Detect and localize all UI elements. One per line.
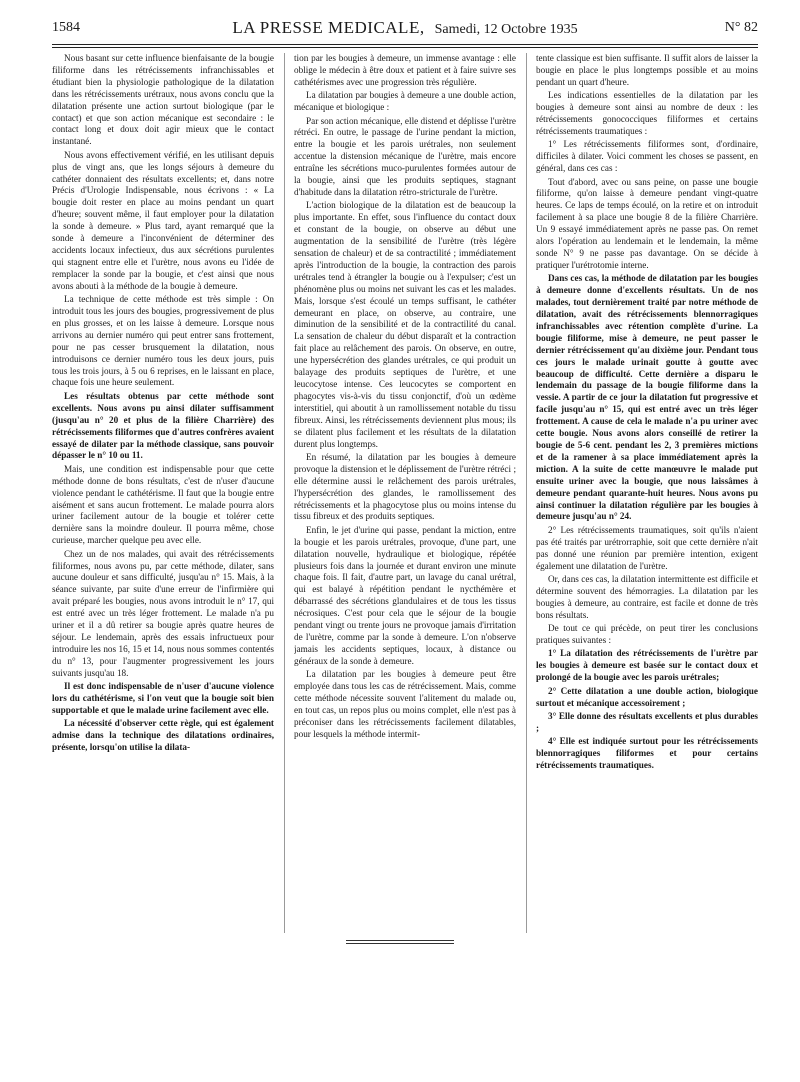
paragraph: Les résultats obtenus par cette méthode sont excellents. Nous avons pu ainsi dilater suffisamment (jusqu'au n° 20 et plus de la filière Charrière) des rétrécissements filiformes que d'autres confrères avaient essayé de dilater par la méthode classique, sans pouvoir dépasser le n° 10 ou 11. bbox=[52, 390, 274, 461]
end-of-article-rule-secondary bbox=[346, 943, 454, 944]
paragraph: Tout d'abord, avec ou sans peine, on passe une bougie filiforme, qu'on laisse à demeure pendant vingt-quatre heures. Ce laps de temps écoulé, on la retire et on introduit facilement à sa place une bougie 8 de la filière Charrière. Un 9 essayé immédiatement après ne passe pas. On remet alors l'opération au lendemain et le lendemain, la même sonde N° 9 ne passe pas davantage. On se décide à pratiquer l'urétrotomie interne. bbox=[536, 176, 758, 270]
paragraph: Nous basant sur cette influence bienfaisante de la bougie filiforme dans les rétrécissements infranchissables et étudiant bien la physiologie pathologique de la dilatation dans les rétrécissements urétraux, nous avons conclu que la dilatation présente une action surtout biologique (par le contact) et que son action mécanique est secondaire : le contact long et doux doit agir mieux que le contact instantané. bbox=[52, 53, 274, 147]
paragraph: La dilatation par les bougies à demeure peut être employée dans tous les cas de rétrécissement. Mais, comme cette méthode nécessite souvent l'alitement du malade ou, en tout cas, un repos plus ou moins complet, elle n'est pas à préconiser dans les rétrécissements facilement dilatables, pour lesquels la méthode intermit- bbox=[294, 669, 516, 739]
paragraph: Mais, une condition est indispensable pour que cette méthode donne de bons résultats, c'est de n'user d'aucune violence pendant le cathétérisme. Il faut que la bougie entre aisément et sans aucun frottement. Le malade pourra alors uriner facilement autour de la bougie et tolérer cette dernière sans la moindre douleur. Il pourra même, chose curieuse, marcher quelque peu avec elle. bbox=[52, 463, 274, 546]
paragraph: 3° Elle donne des résultats excellents et plus durables ; bbox=[536, 710, 758, 733]
paragraph: Les indications essentielles de la dilatation par les bougies à demeure sont ainsi au nombre de deux : les rétrécissements gonococciques filiformes et certains rétrécissements traumatiques : bbox=[536, 90, 758, 136]
paragraph: La nécessité d'observer cette règle, qui est également admise dans la technique des dilatations ordinaires, présente, lorsqu'on utilise la dilata- bbox=[52, 718, 274, 753]
paragraph: La technique de cette méthode est très simple : On introduit tous les jours des bougies, progressivement de plus en plus grosses, et on les laisse à demeure. Lorsque nous arrivons au dernier numéro qui peut entrer sans frottement, pour ne pas cesser brusquement la dilatation, nous introduisons ce dernier numéro tous les deux jours, puis tous les trois jours, à 5 ou 6 reprises, en le laissant en place, chaque fois une heure seulement. bbox=[52, 294, 274, 388]
paragraph: Par son action mécanique, elle distend et déplisse l'urètre rétréci. En outre, le passage de l'urine pendant la miction, entre la bougie et les parois urétrales, non seulement accentue la distension mécanique de l'urètre, mais encore entraîne les sécrétions muco-purulentes formées autour de la bougie, ainsi que les produits septiques, stagnant d'habitude dans la dilatation rétro-stricturale de l'urètre. bbox=[294, 115, 516, 197]
paragraph: De tout ce qui précède, on peut tirer les conclusions pratiques suivantes : bbox=[536, 623, 758, 645]
paragraph: La dilatation par bougies à demeure a une double action, mécanique et biologique : bbox=[294, 90, 516, 113]
paragraph: tente classique est bien suffisante. Il suffit alors de laisser la bougie en place le plus longtemps possible et au moins pendant un quart d'heure. bbox=[536, 53, 758, 87]
issue-number: N° 82 bbox=[724, 20, 758, 35]
header-rule bbox=[52, 44, 758, 45]
text-column-2 bbox=[294, 53, 516, 933]
text-column-1 bbox=[52, 53, 274, 933]
header-rule-secondary bbox=[52, 47, 758, 48]
end-of-article-rule bbox=[346, 940, 454, 941]
journal-title: LA PRESSE MEDICALE, bbox=[232, 18, 425, 37]
paragraph: 2° Les rétrécissements traumatiques, soit qu'ils n'aient pas été traités par urétrorraphie, soit que cette dernière n'ait pas donné une réunion par première intention, exigent également une dilatation de l'urètre. bbox=[536, 524, 758, 571]
issue-date: Samedi, 12 Octobre 1935 bbox=[434, 22, 578, 37]
paragraph: 1° Les rétrécissements filiformes sont, d'ordinaire, difficiles à dilater. Voici comment les choses se passent, en général, dans ces cas : bbox=[536, 139, 758, 174]
paragraph: Nous avons effectivement vérifié, en les utilisant depuis plus de vingt ans, que les longs séjours à demeure du cathéter donnaient des résultats excellents; et, dans notre Précis d'Urologie Indispensable, nous écrivons : « La bougie doit rester en place au moins pendant un quart d'heure; souvent même, il faut employer pour la dilatation la sonde à demeure. » Plus tard, ayant remarqué que la sonde à demeure a l'inconvénient de déterminer des accidents locaux infectieux, dus aux sécrétions purulentes qui stagnent entre elle et l'urètre, nous avons eu l'idée de remplacer la sonde par la bougie, et c'est ainsi que nous avons abouti à la méthode de la bougie à demeure. bbox=[52, 149, 274, 291]
article-body bbox=[52, 53, 758, 933]
paragraph: Or, dans ces cas, la dilatation intermittente est difficile et détermine souvent des hémorragies. La dilatation par les bougies à demeure, au contraire, est facile et donne de très bons résultats. bbox=[536, 573, 758, 620]
paragraph: 1° La dilatation des rétrécissements de l'urètre par les bougies à demeure est basée sur le contact doux et prolongé de la bougie avec les parois urétrales; bbox=[536, 648, 758, 683]
page-number: 1584 bbox=[52, 20, 80, 35]
paragraph: Dans ces cas, la méthode de dilatation par les bougies à demeure donne d'excellents résultats. Un de nos malades, tout dernièrement traité par notre méthode de dilatation, avait des rétrécissements blennorragiques infranchissables avec rétention complète d'urine. La bougie filiforme, mise à demeure, ne peut passer le dernier rétrécissement qu'au dixième jour. Pendant tous ces jours le malade urinait goutte à goutte avec beaucoup de difficulté. Cette dernière a disparu le lendemain du passage de la bougie filiforme dans la vessie. A partir de ce jour la dilatation fut progressive et facile jusqu'au n° 15, qui est entré avec un très léger frottement. A cause de cela le malade n'a pu uriner avec cette bougie. Nous avons alors conseillé de retirer la bougie de 5-6 cent. pendant les 2, 3 premières mictions et de la ramener à sa place immédiatement après la miction. A la suite de cette manœuvre le malade put ensuite uriner avec la bougie, que nous laissâmes à demeure pendant quarante-huit heures. Nous avons pu ainsi continuer la dilatation régulière par les bougies à demeure jusqu'au n° 24. bbox=[536, 273, 758, 522]
column-divider bbox=[284, 53, 285, 933]
paragraph: Enfin, le jet d'urine qui passe, pendant la miction, entre la bougie et les parois urétrales, provoque, d'une part, une dilatation nouvelle, hydraulique et biologique, répétée plusieurs fois dans la journée et durant environ une minute chaque fois. Il fait, d'autre part, un lavage du canal urétral, qui est balayé à répétition pendant le nycthémère et débarrassé des sécrétions glandulaires et de tous les tissus nécrosiques. C'est pour cela que le séjour de la bougie pendant vingt ou trente jours ne provoque jamais d'irritation de l'urètre, comme par la sonde à demeure. L'on n'observe jamais les accidents septiques, locaux, à distance ou généraux de la sonde à demeure. bbox=[294, 524, 516, 666]
paragraph: L'action biologique de la dilatation est de beaucoup la plus importante. En effet, sous l'influence du contact doux et constant de la bougie, on observe au début une augmentation de la sensibilité de l'urètre (très légère sensation de chaleur) et de sa contractilité ; immédiatement après l'introduction de la bougie, la contraction des parois urétrales tend à étrangler la bougie ou à l'expulser; c'est un phénomène plus ou moins net suivant les cas et les malades. Mais, lorsque s'est écoulé un temps suffisant, le cathéter demeurant en place, on observe, au contraire, une diminution de la sensibilité et de la contractilité du canal. La sensation de chaleur du début disparaît et la contraction fait place au relâchement des parois. On observe, en outre, une hypersécrétion des glandes urétrales, ce qui produit un balayage des produits septiques de l'urètre, et une leucocytose intense. Ces leucocytes se comportent en phagocytes vis-à-vis du tissu conjonctif, d'où un œdème interstitiel, qui aboutit à un ramollissement notable du tissu fibreux. Ainsi, les rétrécissements deviennent plus mous; ils se dilatent plus facilement et les résultats de la dilatation durent plus longtemps. bbox=[294, 200, 516, 449]
paragraph: Il est donc indispensable de n'user d'aucune violence lors du cathétérisme, si l'on veut que la bougie soit bien supportable et que le malade urine facilement avec elle. bbox=[52, 681, 274, 715]
paragraph: En résumé, la dilatation par les bougies à demeure provoque la distension et le déplissement de l'urètre rétréci ; elle détermine aussi le relâchement des parois urétrales, l'hypersécrétion des glandes, le ramollissement des rétrécissements et la phagocytose plus ou moins intense du tissu fibreux et des produits septiques. bbox=[294, 451, 516, 522]
paragraph: 4° Elle est indiquée surtout pour les rétrécissements blennorragiques filiformes et pour certains rétrécissements traumatiques. bbox=[536, 736, 758, 771]
paragraph: 2° Cette dilatation a une double action, biologique surtout et mécanique accessoirement ; bbox=[536, 685, 758, 708]
paragraph: Chez un de nos malades, qui avait des rétrécissements filiformes, nous avons pu, par cette méthode, dilater, sans aucune douleur et sans difficulté, jusqu'au n° 15. Mais, à la séance suivante, par suite d'une erreur de l'infirmière qui avait préparé les bougies, nous avons introduit le n° 17, qui est entré avec un très léger frottement. Le malade n'a pu uriner et il a dû retirer sa bougie après quatre heures de séjour. Le lendemain, après des essais infructueux pour introduire les nos 16, 15 et 14, nous nous sommes contentés du n° 13, pour l'augmenter progressivement les jours suivants jusqu'au 18. bbox=[52, 548, 274, 678]
masthead bbox=[52, 18, 758, 38]
text-column-3 bbox=[536, 53, 758, 933]
paragraph: tion par les bougies à demeure, un immense avantage : elle oblige le médecin à être doux et patient et à faire suivre ses cathétérismes avec une progression très régulière. bbox=[294, 53, 516, 87]
page-header bbox=[52, 12, 758, 40]
column-divider bbox=[526, 53, 527, 933]
